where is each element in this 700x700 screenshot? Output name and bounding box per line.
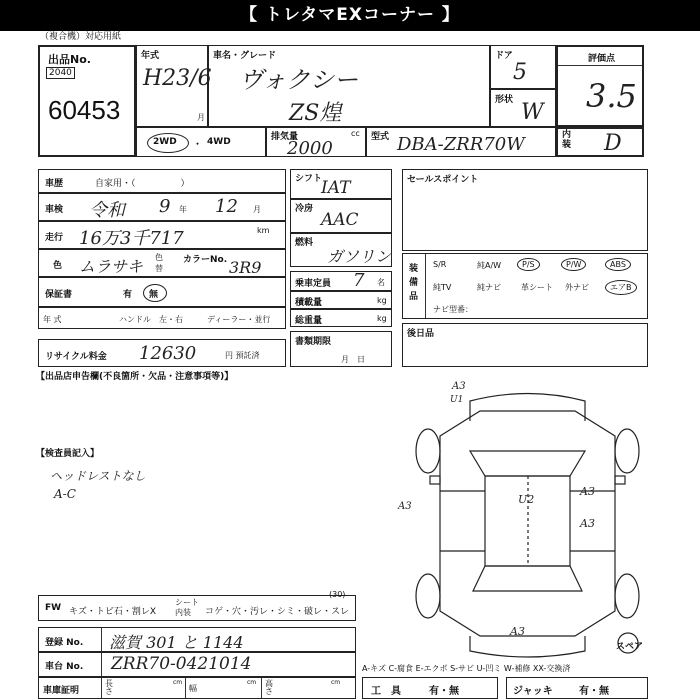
cert-row: [38, 677, 356, 699]
load-row: [290, 291, 392, 309]
inspection-month: 12: [215, 196, 238, 217]
equip-item: 純TV: [433, 283, 452, 292]
capacity-label: 乗車定員: [295, 279, 332, 289]
rear-window: [473, 566, 582, 591]
disp-unit: cc: [351, 129, 360, 138]
sheet-defects: コゲ・穴・汚レ・シミ・破レ・スレ: [205, 607, 350, 617]
wheel-front-left: [416, 429, 440, 473]
equip-item: P/S: [517, 258, 540, 271]
shift-row: [290, 169, 392, 199]
tools-box: [362, 677, 498, 699]
warranty-row: [38, 277, 286, 307]
fuel-label: 燃料: [295, 238, 314, 248]
nenshiki-row: [38, 307, 286, 329]
score-value: 3.5: [586, 77, 637, 115]
equip-item: 外ナビ: [565, 283, 589, 292]
history-row: [38, 169, 286, 193]
recycle-label: リサイクル料金: [45, 352, 107, 362]
chassis-row: [38, 651, 356, 677]
recycle-value: 12630: [139, 343, 197, 364]
disp-label: 排気量: [271, 132, 299, 142]
dealer-option: ディーラー・並行: [207, 315, 271, 324]
damage-legend: A-キズ C-腐食 E-エクボ S-サビ U-凹ミ W-補修 XX-交換済: [362, 664, 571, 673]
notice-heading: 【出品店申告欄(不良箇所・欠品・注意事項等)】: [36, 372, 234, 382]
name-box: [208, 45, 490, 127]
drive-4wd: 4WD: [207, 137, 231, 147]
ac-row: [290, 199, 392, 233]
door-box: [490, 45, 556, 89]
navi-label: ナビ型番：: [433, 305, 473, 314]
cert-cm-3: cm: [331, 679, 341, 686]
color-no-label: カラーNo.: [183, 255, 228, 265]
sales-label: セールスポイント: [407, 175, 479, 185]
sheet-note: （複合機）対応用紙: [40, 32, 122, 42]
mark-a3-bottom: A3: [510, 625, 525, 638]
shift-value: IAT: [321, 178, 351, 198]
cert-cm-1: cm: [173, 679, 183, 686]
model-value: DBA-ZRR70W: [397, 134, 525, 155]
inspector-heading: 【検査員記入】: [36, 449, 100, 459]
auction-sheet: [0, 31, 700, 700]
warranty-label: 保証書: [45, 290, 73, 300]
color-row: [38, 249, 286, 277]
year-value: H23/6: [143, 66, 212, 91]
load-label: 積載量: [295, 298, 323, 308]
shape-value: W: [521, 100, 544, 125]
mark-a3-right-2: A3: [580, 517, 595, 530]
car-grade: ZS煌: [289, 101, 342, 126]
equip-item: エアB: [605, 280, 637, 295]
score-box: [556, 45, 644, 127]
color-label: 色: [53, 261, 63, 271]
jack-box: [506, 677, 648, 699]
inspection-row: [38, 193, 286, 221]
cert-width: 幅: [189, 684, 197, 693]
inspection-label: 車検: [45, 205, 64, 215]
equip-item: ABS: [605, 258, 631, 271]
color-no-value: 3R9: [229, 258, 262, 277]
handle-option: ハンドル 左・右: [119, 315, 183, 324]
cert-height: 高さ: [265, 679, 273, 696]
lot-tag: 2040: [46, 67, 75, 79]
equip-item: 純ナビ: [477, 283, 501, 292]
gross-label: 総重量: [295, 316, 323, 326]
door-label: ドア: [495, 51, 513, 61]
tools-label: 工 具: [371, 686, 401, 697]
equip-item: 純A/W: [477, 261, 502, 270]
jack-label: ジャッキ: [513, 686, 553, 697]
fw-defects: キズ・トビ石・割レX: [69, 607, 156, 617]
year-box: [136, 45, 212, 127]
model-label: 型式: [371, 132, 390, 142]
chassis-value: ZRR70-0421014: [111, 654, 252, 674]
wheel-rear-right: [615, 574, 639, 618]
wheel-rear-left: [416, 574, 440, 618]
score-divider: [558, 65, 642, 66]
inspection-month-unit: 月: [253, 205, 261, 214]
name-label: 車名・グレード: [213, 51, 277, 61]
mark-side-left: A3: [398, 501, 412, 512]
capacity-unit: 名: [377, 278, 385, 287]
jack-value: 有・無: [579, 686, 609, 697]
shape-box: [490, 89, 556, 127]
after-box: [402, 323, 648, 367]
color-value: ムラサキ: [79, 257, 144, 276]
drive-2wd: 2WD: [153, 137, 177, 147]
term-row: [290, 331, 392, 367]
car-diagram: [400, 381, 660, 661]
year-suffix: 月: [197, 113, 205, 122]
cert-cm-2: cm: [247, 679, 257, 686]
inspection-era: 令和: [89, 200, 125, 221]
mark-u1-top: U1: [450, 395, 464, 405]
inspection-year: 9: [159, 196, 171, 217]
fuel-value: ガソリン: [327, 247, 392, 266]
reg-row: [38, 627, 356, 653]
score-label: 評価点: [588, 54, 616, 64]
term-label: 書類期限: [295, 337, 332, 347]
recycle-row: [38, 339, 286, 367]
car-rear-profile: [470, 636, 585, 657]
drive-box: [136, 127, 266, 157]
chassis-label: 車台 No.: [45, 662, 84, 672]
history-label: 車歴: [45, 179, 64, 189]
fuel-row: [290, 233, 392, 267]
interior-value: D: [604, 131, 622, 156]
fw-row: [38, 590, 356, 621]
ac-value: AAC: [321, 210, 359, 230]
mark-a3-top: A3: [452, 381, 466, 392]
mileage-unit: km: [257, 226, 270, 235]
sheet-circle-mark: (30): [329, 590, 346, 599]
mark-u2: U2: [518, 493, 535, 506]
load-unit: kg: [377, 296, 387, 305]
mileage-value: 16万3千717: [79, 228, 184, 249]
windshield: [470, 451, 585, 476]
banner-title: 【 トレタマEXコーナー 】: [0, 0, 700, 31]
equip-item: S/R: [433, 260, 447, 269]
fw-label: FW: [45, 603, 62, 613]
model-box: [366, 127, 556, 157]
after-label: 後日品: [407, 329, 435, 339]
cert-label: 車庫証明: [43, 686, 80, 696]
spare-label: スペア: [616, 642, 644, 652]
wheel-front-right: [615, 429, 639, 473]
shift-label: シフト: [295, 174, 323, 184]
gross-unit: kg: [377, 314, 387, 323]
capacity-value: 7: [353, 270, 365, 291]
lot-label: 出品No.: [48, 53, 91, 66]
car-front-profile: [470, 394, 585, 422]
disp-value: 2000: [287, 138, 333, 159]
sales-box: [402, 169, 648, 251]
mark-a3-right-1: A3: [580, 485, 595, 498]
reg-value: 滋賀 301 と 1144: [109, 633, 244, 652]
equip-item: 革シート: [521, 283, 553, 292]
year-label: 年式: [141, 51, 160, 61]
gross-row: [290, 309, 392, 327]
history-value: 自家用・（ ）: [95, 179, 190, 189]
nenshiki-label: 年 式: [43, 315, 62, 324]
equip-item: P/W: [561, 258, 586, 271]
mileage-label: 走行: [45, 233, 64, 243]
color-change: 色替: [155, 253, 163, 273]
inspector-note-2: A-C: [54, 487, 76, 501]
capacity-row: [290, 271, 392, 291]
equip-box: [402, 253, 648, 319]
mileage-row: [38, 221, 286, 249]
cert-long: 長さ: [105, 679, 113, 696]
reg-label: 登録 No.: [45, 638, 84, 648]
lot-box: [38, 45, 136, 157]
equip-label: 装備品: [409, 264, 419, 302]
inspector-note-1: ヘッドレストなし: [50, 469, 146, 483]
warranty-no: 無: [149, 290, 159, 300]
equip-divider: [425, 254, 426, 318]
car-name: ヴォクシー: [239, 66, 359, 94]
sheet-label: シート内装: [175, 598, 199, 617]
warranty-yes: 有: [123, 290, 133, 300]
ac-label: 冷房: [295, 204, 314, 214]
tools-value: 有・無: [429, 686, 459, 697]
term-unit: 月 日: [341, 355, 365, 364]
drive-sep: ・: [193, 140, 203, 150]
recycle-unit: 円 預託済: [225, 351, 260, 360]
interior-box: [556, 127, 644, 157]
lot-number: 60453: [48, 95, 121, 125]
shape-label: 形状: [495, 95, 514, 105]
interior-label: 内装: [562, 130, 572, 150]
inspection-year-unit: 年: [179, 205, 187, 214]
door-value: 5: [513, 60, 527, 85]
disp-box: [266, 127, 366, 157]
